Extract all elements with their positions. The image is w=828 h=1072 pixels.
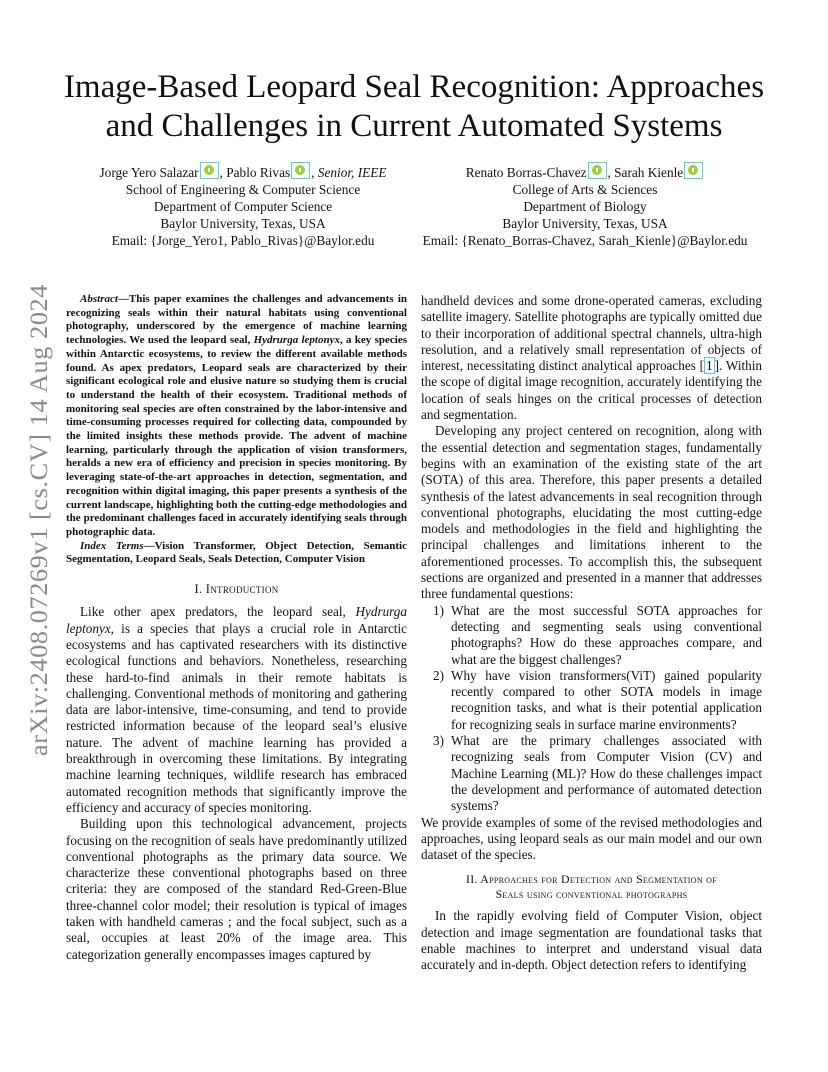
arxiv-stamp-svg — [16, 280, 56, 760]
index-terms — [66, 540, 407, 567]
abstract-text-b: , a key species within Antarctic ecosystems, to review the different available methods found. As apex predators, Leopard seals are characterized by their significant ecological role and elusive nature so studying them is crucial to understand the health of their ecosystem. Traditional methods of monitoring seal species are often constrained by the labor-intensive and time-consuming processes required for collecting data, compounded by the limited insights these methods provide. The advent of machine learning, particularly through the application of vision transformers, heralds a new era of efficiency and precision in species monitoring. By leveraging state-of-the-art approaches in detection, segmentation, and recognition within digital imaging, this paper presents a synthesis of the current landscape, highlighting both the cutting-edge methodologies and the predominant challenges faced in accurately identifying seals through photographic data. — [66, 334, 407, 538]
author-names-left — [62, 162, 424, 181]
author-name-rivas: , Pablo Rivas — [219, 165, 291, 180]
arxiv-stamp — [16, 280, 56, 760]
author-title-senior: , Senior, IEEE — [311, 165, 387, 180]
list-item: 1) What are the most successful SOTA approaches for detecting and segmenting seals using conventional photographs? How do these approaches compare, and what are the biggest challenges? — [433, 602, 762, 667]
orcid-icon[interactable] — [684, 162, 703, 179]
orcid-icon[interactable] — [588, 162, 607, 179]
author-name-salazar: Jorge Yero Salazar — [99, 165, 199, 180]
paper-title — [40, 68, 788, 146]
arxiv-stamp-text: arXiv:2408.07269v1 [cs.CV] 14 Aug 2024 — [26, 305, 53, 756]
index-terms-lead: Index Terms — [80, 539, 144, 552]
left-column — [66, 293, 407, 963]
section-heading-introduction: I. Introduction — [194, 582, 279, 597]
affiliation-line: Baylor University, Texas, USA — [160, 216, 326, 231]
affiliation-line: Department of Computer Science — [153, 199, 333, 214]
title-line-2: and Challenges in Current Automated Systems — [105, 108, 723, 144]
intro-paragraph-2: Building upon this technological advancement, projects focusing on the recognition of seals have predominantly utilized conventional photographs as the primary data source. We characterize these conventional photographs based on three criteria: they are composed of the standard Red-Green-Blue three-channel color model; their resolution is typical of images taken with handheld cameras ; and the focal subject, such as a seal, occupies at least 20% of the image area. This categorization generally encompasses images captured by — [66, 816, 407, 962]
research-questions-list — [421, 603, 762, 815]
affiliation-line: Department of Biology — [523, 199, 647, 214]
citation-link[interactable]: 1 — [706, 358, 713, 374]
author-block-left — [62, 162, 424, 249]
section2-paragraph-1: In the rapidly evolving field of Computer Vision, object detection and image segmentation are foundational tasks that enable machines to interpret and understand visual data accurately and in-depth. Object detection refers to identifying — [421, 908, 762, 973]
author-name-borras-chavez: Renato Borras-Chavez — [465, 165, 587, 180]
list-item: 2) Why have vision transformers(ViT) gained popularity recently compared to other SOTA models in image recognition tasks, and what is their potential application for recognizing seals in surface marine environments? — [433, 667, 762, 732]
intro-paragraph-4: We provide examples of some of the revised methodologies and approaches, using leopard seals as our main model and our own dataset of the species. — [421, 814, 762, 863]
abstract-text-a: —This paper examines the challenges and advancements in recognizing seals within their natural habitats using conventional photography, underscored by the emergence of machine learning technologies. We used the leopard seal, — [66, 293, 407, 347]
author-names-right — [414, 162, 756, 181]
author-email: Email: {Renato_Borras-Chavez, Sarah_Kienle}@Baylor.edu — [422, 233, 748, 248]
orcid-icon[interactable] — [200, 162, 219, 179]
orcid-icon[interactable] — [291, 162, 310, 179]
right-column — [421, 293, 762, 974]
author-email: Email: {Jorge_Yero1, Pablo_Rivas}@Baylor.edu — [111, 233, 375, 248]
section-heading-approaches: II. Approaches for Detection and Segmentation of Seals using conventional photographs — [466, 872, 717, 902]
intro-paragraph-2-continued: handheld devices and some drone-operated cameras, excluding satellite imagery. Satellite photographs are typically omitted due to their incorporation of additional spectral channels, ultra-high resolution, and a relatively small representation of objects of interest, necessitating distinct analytical approaches [ 1 ]. Within the scope of digital image recognition, accurately identifying the location of seals hinges on the critical processes of detection and segmentation. — [421, 293, 762, 423]
affiliation-line: School of Engineering & Computer Science — [125, 182, 361, 197]
intro-paragraph-1: Like other apex predators, the leopard seal, Hydrurga leptonyx, is a species that plays a crucial role in Antarctic ecosystems and has captivated researchers with its distinctive ecological functions and behaviors. Nonetheless, researching these hard-to-find animals in their remote habitats is challenging. Conventional methods of monitoring and gathering data are labor-intensive, time-consuming, and tend to provide restricted information because of the leopard seal’s elusive nature. The advent of machine learning has provided a breakthrough in overcoming these limitations. By integrating machine learning techniques, wildlife research has embraced automated recognition methods that significantly improve the efficiency and accuracy of species monitoring. — [66, 604, 407, 815]
index-terms-text: —Vision Transformer, Object Detection, Semantic Segmentation, Leopard Seals, Seals Detection, Computer Vision — [66, 539, 407, 566]
author-name-kienle: , Sarah Kienle — [607, 165, 684, 180]
title-line-1: Image-Based Leopard Seal Recognition: Approaches — [63, 69, 765, 105]
affiliation-line: College of Arts & Sciences — [512, 182, 658, 197]
affiliation-line: Baylor University, Texas, USA — [502, 216, 668, 231]
author-block-right — [414, 162, 756, 249]
abstract-species: Hydrurga leptonyx — [253, 334, 340, 347]
abstract — [66, 293, 407, 540]
abstract-lead: Abstract — [80, 293, 118, 305]
list-item: 3) What are the primary challenges associated with recognizing seals from Computer Vision (CV) and Machine Learning (ML)? How do these challenges impact the development and performance of automated detection systems? — [433, 733, 762, 814]
intro-paragraph-3: Developing any project centered on recognition, along with the essential detection and segmentation stages, fundamentally begins with an examination of the existing state of the art (SOTA) of this area. Therefore, this paper presents a detailed synthesis of the latest advancements in seal recognition through conventional photographs, elucidating the most cutting-edge models and methodologies in the field and highlighting the principal challenges and limitations inherent to the aforementioned processes. To accomplish this, the subsequent sections are organized and presented in a manner that addresses three fundamental questions: — [421, 423, 762, 602]
